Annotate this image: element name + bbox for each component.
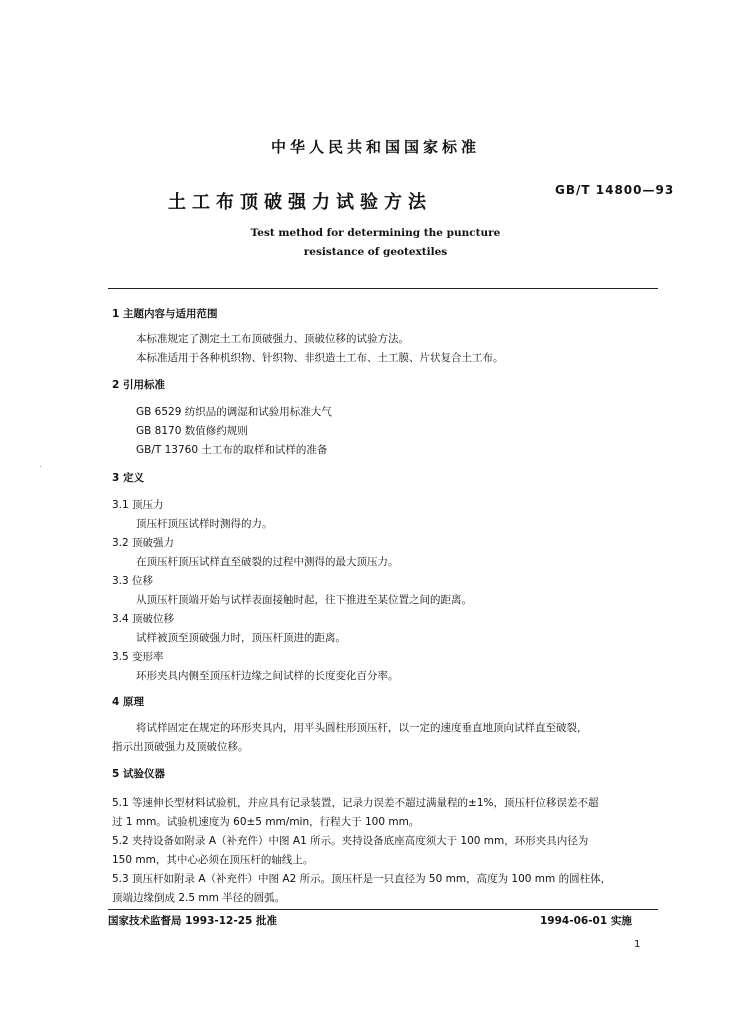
english-title-line1: Test method for determining the puncture — [250, 227, 501, 239]
document-title: 土工布顶破强力试验方法 — [168, 192, 432, 213]
approval-date: 国家技术监督局 1993-12-25 批准 — [108, 915, 277, 927]
clause-5-1-line2: 过 1 mm。试验机速度为 60±5 mm/min，行程大于 100 mm。 — [112, 816, 420, 828]
clause-5-3-line1: 5.3 顶压杆如附录 A（补充件）中图 A2 所示。顶压杆是一只直径为 50 mm，高度为 100 mm 的圆柱体， — [112, 873, 612, 885]
reference-item: GB 8170 数值修约规则 — [136, 425, 248, 437]
scan-speck — [40, 466, 41, 467]
reference-item: GB 6529 纺织品的调湿和试验用标准大气 — [136, 406, 332, 418]
national-standard-heading: 中华人民共和国国家标准 — [270, 138, 480, 156]
definition-term: 3.1 顶压力 — [112, 499, 164, 511]
section-3-heading: 3 定义 — [112, 472, 144, 484]
section-4-heading: 4 原理 — [112, 696, 144, 708]
clause-5-2-line2: 150 mm，其中心必须在顶压杆的轴线上。 — [112, 854, 314, 866]
section-5-heading: 5 试验仪器 — [112, 768, 165, 780]
definition-text: 在顶压杆顶压试样直至破裂的过程中测得的最大顶压力。 — [136, 556, 399, 568]
clause-5-2-line1: 5.2 夹持设备如附录 A（补充件）中图 A1 所示。夹持设备底座高度须大于 100 mm，环形夹具内径为 — [112, 835, 589, 847]
definition-text: 从顶压杆顶端开始与试样表面接触时起，往下推进至某位置之间的距离。 — [136, 594, 472, 606]
section-1-paragraph-2: 本标准适用于各种机织物、针织物、非织造土工布、土工膜、片状复合土工布。 — [136, 352, 504, 364]
definition-term: 3.2 顶破强力 — [112, 537, 175, 549]
section-2-heading: 2 引用标准 — [112, 379, 165, 391]
effective-date: 1994-06-01 实施 — [540, 915, 632, 927]
definition-text: 试样被顶至顶破强力时，顶压杆顶进的距离。 — [136, 632, 346, 644]
definition-text: 环形夹具内侧至顶压杆边缘之间试样的长度变化百分率。 — [136, 670, 399, 682]
section-4-paragraph-line2: 指示出顶破强力及顶破位移。 — [112, 741, 249, 753]
english-title-line2: resistance of geotextiles — [303, 246, 448, 258]
definition-term: 3.4 顶破位移 — [112, 613, 175, 625]
section-4-paragraph-line1: 将试样固定在规定的环形夹具内，用平头圆柱形顶压杆，以一定的速度垂直地顶向试样直至破裂， — [136, 722, 588, 734]
clause-5-1-line1: 5.1 等速伸长型材料试验机，并应具有记录装置，记录力误差不超过满量程的±1%，顶压杆位移误差不超 — [112, 797, 599, 809]
standard-number: GB/T 14800—93 — [555, 183, 675, 197]
section-1-heading: 1 主题内容与适用范围 — [112, 308, 218, 320]
reference-item: GB/T 13760 土工布的取样和试样的准备 — [136, 444, 328, 456]
definition-term: 3.5 变形率 — [112, 651, 164, 663]
definition-text: 顶压杆顶压试样时测得的力。 — [136, 518, 273, 530]
clause-5-3-line2: 顶端边缘倒成 2.5 mm 半径的圆弧。 — [112, 892, 286, 904]
footer-rule — [108, 909, 658, 910]
definition-term: 3.3 位移 — [112, 575, 154, 587]
page-number: 1 — [634, 939, 641, 950]
section-1-paragraph-1: 本标准规定了测定土工布顶破强力、顶破位移的试验方法。 — [136, 333, 409, 345]
header-rule — [108, 288, 658, 289]
